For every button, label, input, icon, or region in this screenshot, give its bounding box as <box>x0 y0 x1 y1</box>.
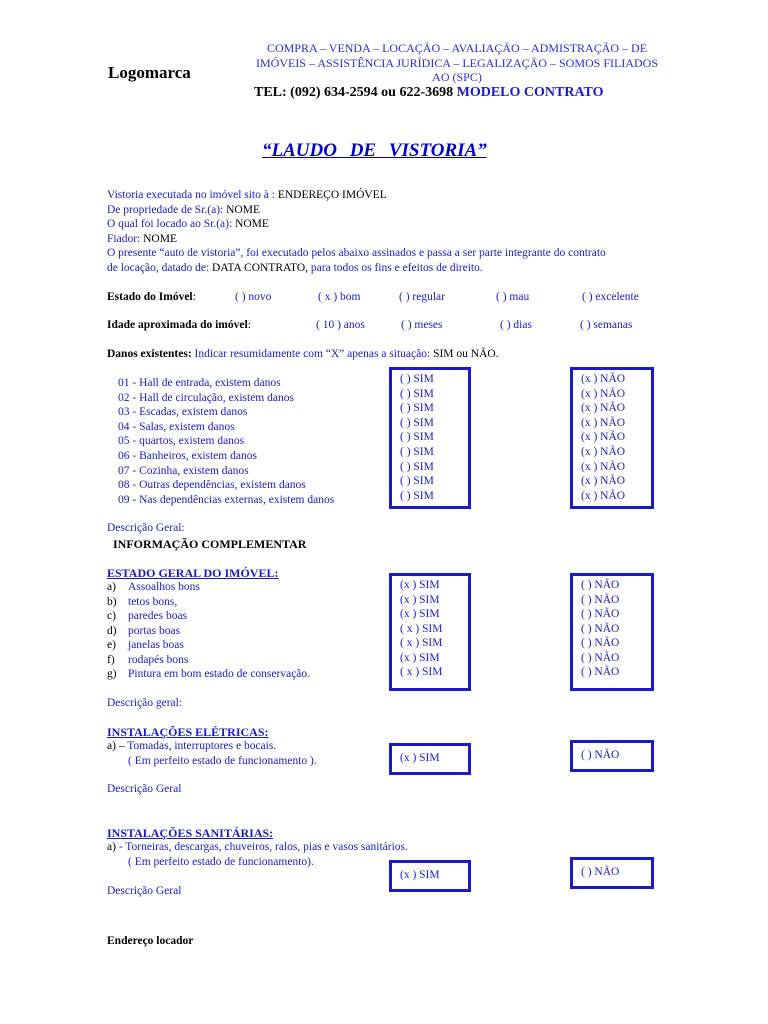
estado-label <box>107 291 196 303</box>
danos-sim-option[interactable]: ( ) SIM <box>400 431 434 444</box>
intro-guarantor <box>107 233 177 245</box>
estado-label-colon: : <box>192 291 196 303</box>
danos-nao-option[interactable]: (x ) NÃO <box>581 402 626 415</box>
estado-geral-sim-option[interactable]: (x ) SIM <box>400 651 440 664</box>
danos-sim-box <box>389 367 471 509</box>
danos-sim-option[interactable]: ( ) SIM <box>400 402 434 415</box>
telephone-line <box>254 85 604 101</box>
idade-option-meses[interactable]: ( ) meses <box>401 319 443 331</box>
estado-geral-nao-option[interactable]: ( ) NÃO <box>581 593 620 606</box>
estado-geral-sim-option[interactable]: ( x ) SIM <box>400 637 443 649</box>
danos-header <box>107 348 499 360</box>
intro-date-label: de locação, datado de: <box>107 262 213 274</box>
estado-geral-nao-option[interactable]: ( ) NÃO <box>581 666 620 678</box>
eletricas-nao-box[interactable] <box>570 740 654 772</box>
estado-geral-nao-option[interactable]: ( ) NÃO <box>581 622 620 635</box>
estado-option-bom[interactable]: ( x ) bom <box>318 291 361 303</box>
danos-sim-option[interactable]: ( ) SIM <box>400 489 434 502</box>
idade-label-colon: : <box>247 319 251 331</box>
estado-geral-letter: c) <box>107 610 116 622</box>
estado-geral-item: Assoalhos bons <box>128 581 200 593</box>
estado-geral-sim-option[interactable]: (x ) SIM <box>400 608 440 620</box>
intro-owner <box>107 204 260 216</box>
sanitarias-descricao: Descrição Geral <box>107 885 182 897</box>
danos-sim-option[interactable]: ( ) SIM <box>400 446 434 458</box>
danos-item: 02 - Hall de circulação, existem danos <box>118 391 294 404</box>
estado-geral-nao-option[interactable]: ( ) NÃO <box>581 637 620 649</box>
estado-geral-sim-option[interactable]: ( x ) SIM <box>400 666 443 678</box>
danos-sim-option[interactable]: ( ) SIM <box>400 416 434 429</box>
estado-geral-item: paredes boas <box>128 610 188 622</box>
sanitarias-item-text: - Torneiras, descargas, chuveiros, ralos, pias e vasos sanitários. <box>115 841 408 853</box>
eletricas-nao[interactable]: ( ) NÃO <box>581 749 620 761</box>
idade-label-text: Idade aproximada do imóvel <box>107 319 248 331</box>
sanitarias-item-note: ( Em perfeito estado de funcionamento). <box>128 856 314 868</box>
intro-date-suffix: para todos os fins e efeitos de direito. <box>308 262 483 274</box>
estado-geral-letter: a) <box>107 581 116 593</box>
danos-nao-box <box>570 367 654 509</box>
intro-tenant-label: O qual foi locado ao Sr.(a): <box>107 218 236 230</box>
estado-geral-title: ESTADO GERAL DO IMÓVEL: <box>107 566 279 580</box>
estado-geral-letter: g) <box>107 668 117 680</box>
estado-label-text: Estado do Imóvel <box>107 291 193 303</box>
eletricas-item-letter: a) <box>107 740 116 752</box>
intro-address <box>107 189 387 201</box>
estado-option-excelente[interactable]: ( ) excelente <box>582 291 639 303</box>
danos-nao-option[interactable]: (x ) NÃO <box>581 489 626 502</box>
estado-geral-item: Pintura em bom estado de conservação. <box>128 668 311 680</box>
danos-item: 03 - Escadas, existem danos <box>118 406 248 419</box>
eletricas-sim[interactable]: (x ) SIM <box>400 752 440 764</box>
danos-item: 01 - Hall de entrada, existem danos <box>118 377 281 389</box>
intro-tenant <box>107 218 269 230</box>
intro-address-label: Vistoria executada no imóvel sito à : <box>107 189 278 201</box>
intro-date-value: DATA CONTRATO, <box>212 262 309 274</box>
intro-guarantor-label: Fiador: <box>107 233 144 245</box>
estado-geral-sim-option[interactable]: (x ) SIM <box>400 579 440 591</box>
sanitarias-sim-box[interactable] <box>389 860 471 892</box>
idade-option-semanas[interactable]: ( ) semanas <box>580 319 633 331</box>
danos-item: 07 - Cozinha, existem danos <box>118 464 249 477</box>
intro-statement: O presente “auto de vistoria”, foi executado pelos abaixo assinados e passa a ser parte integrante do contrato <box>107 247 606 259</box>
danos-nao-option[interactable]: (x ) NÃO <box>581 446 626 458</box>
danos-nao-option[interactable]: (x ) NÃO <box>581 387 626 400</box>
contract-model: MODELO CONTRATO <box>456 85 604 100</box>
eletricas-item <box>107 740 276 752</box>
estado-geral-item: tetos bons, <box>128 595 178 608</box>
danos-sim-option[interactable]: ( ) SIM <box>400 373 434 385</box>
danos-nao-option[interactable]: (x ) NÃO <box>581 460 626 473</box>
sanitarias-item <box>107 841 408 853</box>
estado-option-regular[interactable]: ( ) regular <box>399 291 445 303</box>
estado-geral-letter: e) <box>107 639 116 651</box>
estado-geral-nao-option[interactable]: ( ) NÃO <box>581 579 620 591</box>
estado-option-novo[interactable]: ( ) novo <box>235 291 272 303</box>
idade-option-anos[interactable]: ( 10 ) anos <box>316 319 365 331</box>
estado-geral-nao-option[interactable]: ( ) NÃO <box>581 608 620 620</box>
danos-sim-option[interactable]: ( ) SIM <box>400 387 434 400</box>
danos-sim-option[interactable]: ( ) SIM <box>400 475 434 488</box>
estado-geral-letter: f) <box>107 653 115 666</box>
danos-instruction: Indicar resumidamente com “X” apenas a situação: <box>191 348 434 360</box>
idade-option-dias[interactable]: ( ) dias <box>500 319 532 331</box>
danos-item: 08 - Outras dependências, existem danos <box>118 479 306 492</box>
endereco-locador: Endereço locador <box>107 935 194 947</box>
intro-address-value: ENDEREÇO IMÓVEL <box>277 189 387 201</box>
descricao-geral-1: Descrição Geral: <box>107 522 185 534</box>
danos-item: 06 - Banheiros, existem danos <box>118 450 257 462</box>
danos-nao-option[interactable]: (x ) NÃO <box>581 373 626 385</box>
logo-placeholder: Logomarca <box>108 63 191 82</box>
idade-label <box>107 319 251 331</box>
document-title: “LAUDO DE VISTORIA” <box>262 140 487 161</box>
danos-nao-option[interactable]: (x ) NÃO <box>581 416 626 429</box>
estado-option-mau[interactable]: ( ) mau <box>496 291 530 303</box>
estado-geral-nao-box <box>570 573 654 691</box>
estado-geral-letter: d) <box>107 624 117 637</box>
danos-nao-option[interactable]: (x ) NÃO <box>581 431 626 444</box>
intro-guarantor-value: NOME <box>143 233 177 245</box>
eletricas-item-note: ( Em perfeito estado de funcionamento ). <box>128 755 317 767</box>
eletricas-item-text: Tomadas, interruptores e bocais. <box>127 740 277 752</box>
estado-geral-item: rodapés bons <box>128 653 189 666</box>
eletricas-title: INSTALAÇÕES ELÉTRICAS: <box>107 725 269 739</box>
intro-date <box>107 262 483 274</box>
eletricas-item-dash: – <box>115 740 128 752</box>
estado-geral-sim-option[interactable]: (x ) SIM <box>400 593 440 606</box>
eletricas-sim-box[interactable] <box>389 743 471 775</box>
estado-geral-sim-option[interactable]: ( x ) SIM <box>400 622 443 635</box>
sanitarias-item-letter: a) <box>107 841 116 853</box>
telephone: TEL: (092) 634-2594 ou 622-3698 <box>254 85 454 100</box>
danos-nao-option[interactable]: (x ) NÃO <box>581 475 626 488</box>
estado-geral-nao-option[interactable]: ( ) NÃO <box>581 651 620 664</box>
eletricas-descricao: Descrição Geral <box>107 783 182 795</box>
estado-geral-descricao: Descrição geral: <box>107 697 183 709</box>
estado-geral-sim-box <box>389 573 471 691</box>
estado-geral-letter: b) <box>107 595 117 608</box>
danos-item: 09 - Nas dependências externas, existem danos <box>118 493 335 506</box>
danos-item: 05 - quartos, existem danos <box>118 435 245 448</box>
estado-geral-item: portas boas <box>128 624 181 637</box>
sanitarias-sim[interactable]: (x ) SIM <box>400 869 440 881</box>
info-complementar: INFORMAÇÃO COMPLEMENTAR <box>113 537 307 551</box>
sanitarias-nao-box[interactable] <box>570 857 654 889</box>
danos-sim-option[interactable]: ( ) SIM <box>400 460 434 473</box>
sanitarias-title: INSTALAÇÕES SANITÁRIAS: <box>107 826 274 840</box>
intro-owner-label: De propriedade de Sr.(a): <box>107 204 227 216</box>
estado-geral-item: janelas boas <box>128 639 184 651</box>
danos-options: SIM ou NÃO. <box>433 348 499 360</box>
company-services: COMPRA – VENDA – LOCAÇÃO – AVALIAÇÃO – ADMISTRAÇÃO – DE IMÓVEIS – ASSISTÊNCIA JURÍDICA – LEGALIZAÇÃO – SOMOS FILIADOS AO (SPC) <box>255 41 659 84</box>
intro-owner-value: NOME <box>226 204 260 216</box>
intro-tenant-value: NOME <box>235 218 269 230</box>
danos-label: Danos existentes: <box>107 348 192 360</box>
sanitarias-nao[interactable]: ( ) NÃO <box>581 866 620 878</box>
danos-item: 04 - Salas, existem danos <box>118 420 235 433</box>
